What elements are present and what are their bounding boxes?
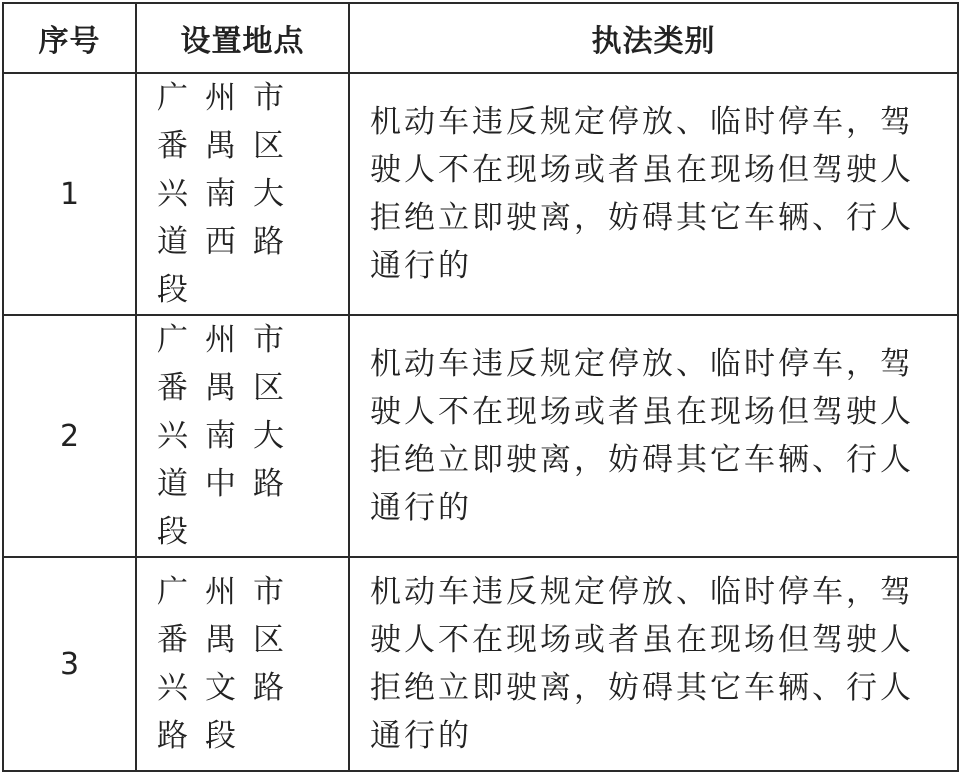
table-row	[3, 73, 958, 315]
row-location: 广州市番禺区兴南大道中路段	[136, 315, 349, 557]
row-enforcement-type: 机动车违反规定停放、临时停车，驾驶人不在现场或者虽在现场但驾驶人拒绝立即驶离，妨碍其它车辆、行人通行的	[349, 315, 958, 557]
header-location: 设置地点	[136, 3, 349, 73]
table-header-row	[3, 3, 958, 73]
header-enforcement-type: 执法类别	[349, 3, 958, 73]
row-serial-number: 2	[3, 315, 136, 557]
row-enforcement-type: 机动车违反规定停放、临时停车，驾驶人不在现场或者虽在现场但驾驶人拒绝立即驶离，妨碍其它车辆、行人通行的	[349, 557, 958, 771]
row-serial-number: 1	[3, 73, 136, 315]
row-serial-number: 3	[3, 557, 136, 771]
row-location: 广州市番禺区兴文路路段	[136, 557, 349, 771]
table-row	[3, 315, 958, 557]
header-serial-number: 序号	[3, 3, 136, 73]
table-row	[3, 557, 958, 771]
row-enforcement-type: 机动车违反规定停放、临时停车，驾驶人不在现场或者虽在现场但驾驶人拒绝立即驶离，妨碍其它车辆、行人通行的	[349, 73, 958, 315]
enforcement-locations-table	[2, 2, 959, 772]
row-location: 广州市番禺区兴南大道西路段	[136, 73, 349, 315]
